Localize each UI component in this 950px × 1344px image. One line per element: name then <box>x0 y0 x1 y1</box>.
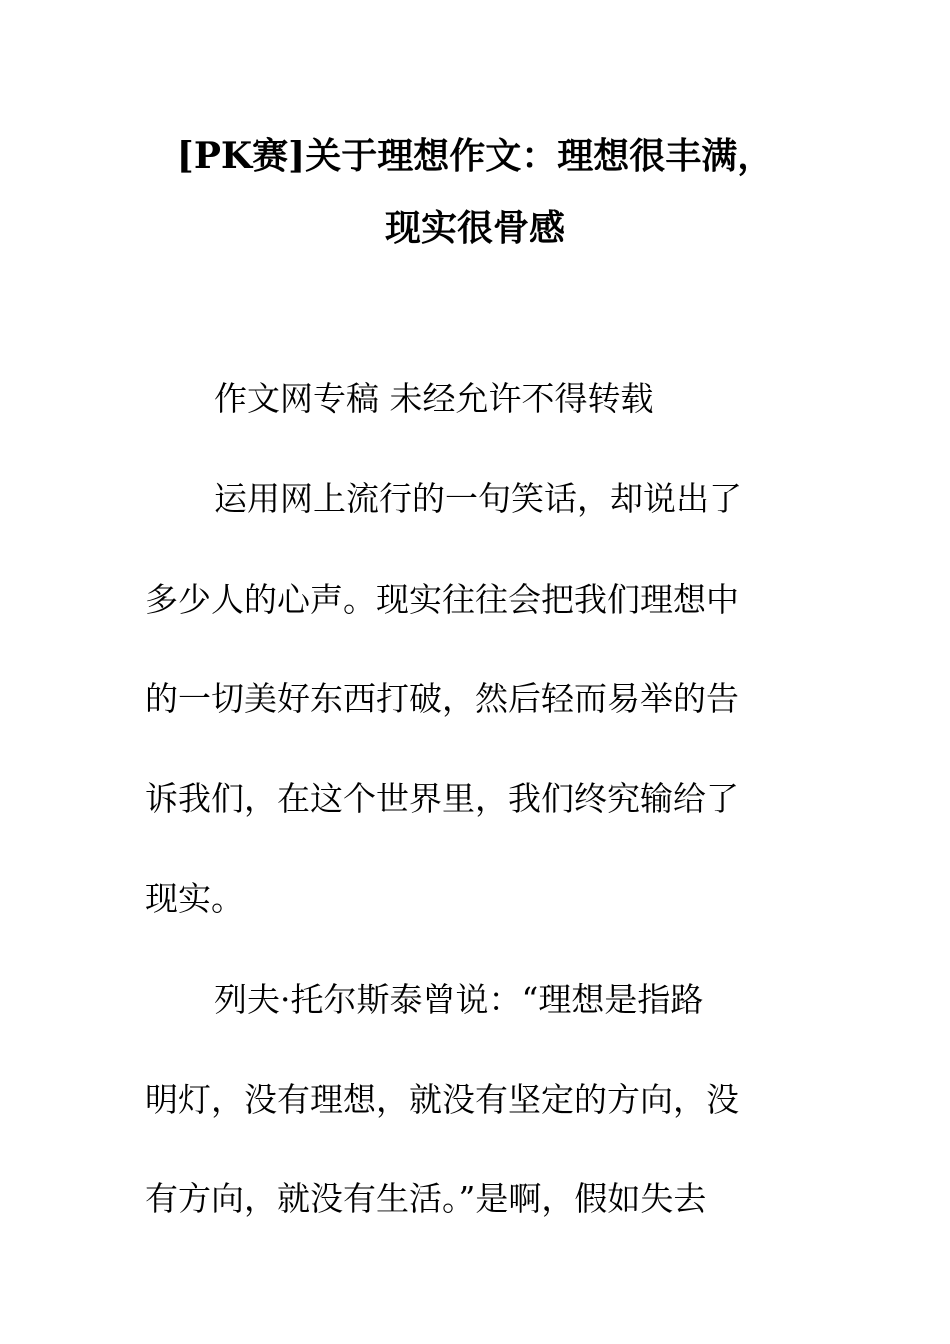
byline-text: 作文网专稿 未经允许不得转载 <box>214 379 654 418</box>
paragraph-1-line-5: 现实。 <box>145 879 244 918</box>
paragraph-1-line-4: 诉我们，在这个世界里，我们终究输给了 <box>145 779 739 818</box>
paragraph-2-line-3: 有方向，就没有生活。”是啊，假如失去 <box>145 1179 707 1218</box>
document-title-line-2: 现实很骨感 <box>384 207 565 249</box>
paragraph-2-line-1: 列夫·托尔斯泰曾说：“理想是指路 <box>214 980 704 1019</box>
paragraph-2-line-2: 明灯，没有理想，就没有坚定的方向，没 <box>145 1080 739 1119</box>
paragraph-1-line-2: 多少人的心声。现实往往会把我们理想中 <box>145 580 739 619</box>
paragraph-1-line-1: 运用网上流行的一句笑话，却说出了 <box>214 479 742 518</box>
paragraph-1-line-3: 的一切美好东西打破，然后轻而易举的告 <box>145 679 739 718</box>
document-title-line-1: [PK赛]关于理想作文：理想很丰满， <box>176 135 774 177</box>
